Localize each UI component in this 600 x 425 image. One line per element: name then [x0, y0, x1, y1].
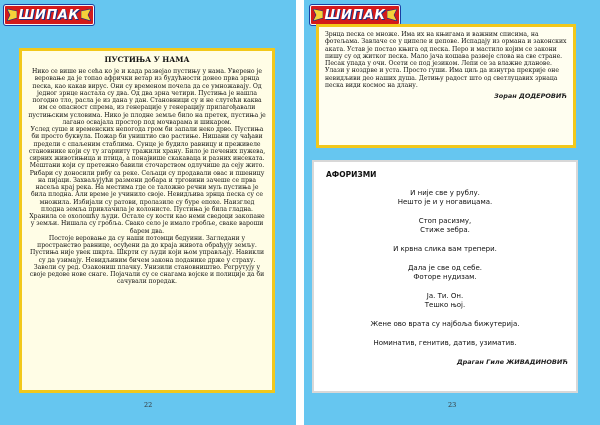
aphorism-line: Фоторе нудизам.	[413, 273, 477, 281]
aphorisms-box	[312, 160, 578, 393]
wing-right-icon	[387, 9, 397, 21]
aphorism-line: Номинатив, генитив, датив, узиматив.	[373, 339, 517, 347]
story-box	[19, 48, 275, 393]
magazine-logo	[309, 4, 401, 26]
page-number: 22	[144, 401, 153, 409]
wing-left-icon	[7, 9, 17, 21]
aphorism-line: И крвна слика вам трепери.	[393, 245, 497, 253]
aphorism	[322, 189, 568, 207]
aphorism-line: Дала је све од себе.	[407, 264, 483, 272]
aphorism	[322, 292, 568, 310]
aphorism	[322, 339, 568, 348]
aphorism-line: Нешто је и у ногавицама.	[397, 198, 493, 206]
right-page	[304, 0, 600, 425]
aphorism	[322, 245, 568, 254]
left-page	[0, 0, 296, 425]
page-gutter	[296, 0, 304, 425]
aphorism-line: Стиже зебра.	[420, 226, 470, 234]
aphorisms-author: Драган Гиле ЖИВАДИНОВИЋ	[456, 358, 568, 366]
aphorisms-list	[322, 189, 568, 348]
aphorism-line: Стоп расизму,	[418, 217, 472, 225]
aphorism-line: Ја. Ти. Он.	[426, 292, 464, 300]
wing-right-icon	[81, 9, 91, 21]
story-paragraph: Услед суше и временских непогода гром би запали неко дрво. Пустиња би просто буквула. Пожар би уништио сво растиње. Нишани су чађави предели с спаљеним стаблима. Сунце је будило равницу и преживеле становнике који су ту згарииту тражили храну. Било је печених пужева, сирних животињица и птица, а понајвише скакаваца и разних инсеката.	[28, 126, 266, 162]
page-number: 23	[448, 401, 457, 409]
story-author: Зоран ДОДЕРОВИЋ	[494, 92, 567, 100]
logo-text: ШИПАК	[18, 7, 80, 23]
aphorism	[322, 320, 568, 329]
wing-left-icon	[313, 9, 323, 21]
story-continuation-box	[316, 24, 576, 148]
aphorisms-title: АФОРИЗМИ	[326, 170, 377, 179]
aphorism-line: И није све у рублу.	[410, 189, 480, 197]
story-paragraph: Зрнца песка се множе. Има их на књигама и важним списима, на фотељама. Завлаче се у ципеле и џепове. Испадају из ормана и законских аката. Устав је постао књига од песка. Перо и мастило којим се закони пишу су од житког песка. Мало јача кошава развеје слова на све стране. Песак упада у очи. Осети се под језиком. Лепи се за влажне дланове. Улази у ноздрве и уста. Просто гуши. Има циљ да изнутра прекрије оне невидљиви део наших душа. Детињу радост што од светлуцавих зрнаца песка види космос на длану.	[325, 31, 567, 89]
story-paragraph: Мештани који су претежно бавили сточарством одлучише да сеју жито. Рибари су доносили рибу са реке. Сељаци су продавали овас и пшеницу на пијаци. Захваљујући размени добара и трговини зачеше се прва насеља крај река. На местима где се таложно речни муљ пустиња је била плодна. Али време је учинило своје. Невидљива зрнца песка су се множила. Избијали су ратови, пролазиле су буре епохе. Наизглед плодна земља привлачила је колонисте. Пустиња је била гладна. Хранила се охолошћу људи. Остале су кости као неми сведоци закопане у земљи. Нишала су гробља. Свако село је имало гробље, сваке вароши барем два.	[29, 162, 265, 235]
magazine-logo	[3, 4, 95, 26]
aphorism	[322, 264, 568, 282]
aphorism-line: Тешко њој.	[424, 301, 466, 309]
logo-text: ШИПАК	[324, 7, 386, 23]
aphorism	[322, 217, 568, 235]
story-paragraph: Постоје веровање да су наши потомци бедуини. Загледани у пространство равнице, осуђени да до краја живота обрађују земљу. Пустиња није увек шкрта. Шкрти су људи који њом управљају. Навикли су да узимају. Невидљивим бичем закона поданике држе у страху. Завели су ред. Озакониш плачку. Унизили становништво. Регрутују у своје редове нове снаге. Појачали су се снагама војске и полиције да би сачували поредак.	[29, 234, 265, 286]
aphorism-line: Жене ово врата су најбоља бижутерија.	[370, 320, 520, 328]
story-title: ПУСТИЊА У НАМА	[104, 55, 190, 64]
story-paragraph: Нико се више не сећа ко је и када развејао пустињу у нама. Уверено је веровање да је топао афрички ветар из будућности донео прва зрнца песка, као какав вирус. Они су временом почела да се умножавају. Од једног зрнце настала су два. Од два зрна четири. Пустиња је нашла погодно тло, расла је из дана у дан. Становници су и не слутећи каква им се опасност спрема, из генерације у генерацију прилагођавали пустињским условима. Нико је плодне земље било на претек, пустиња је лагано освајала простор под мочварама и шикаром.	[28, 68, 266, 126]
